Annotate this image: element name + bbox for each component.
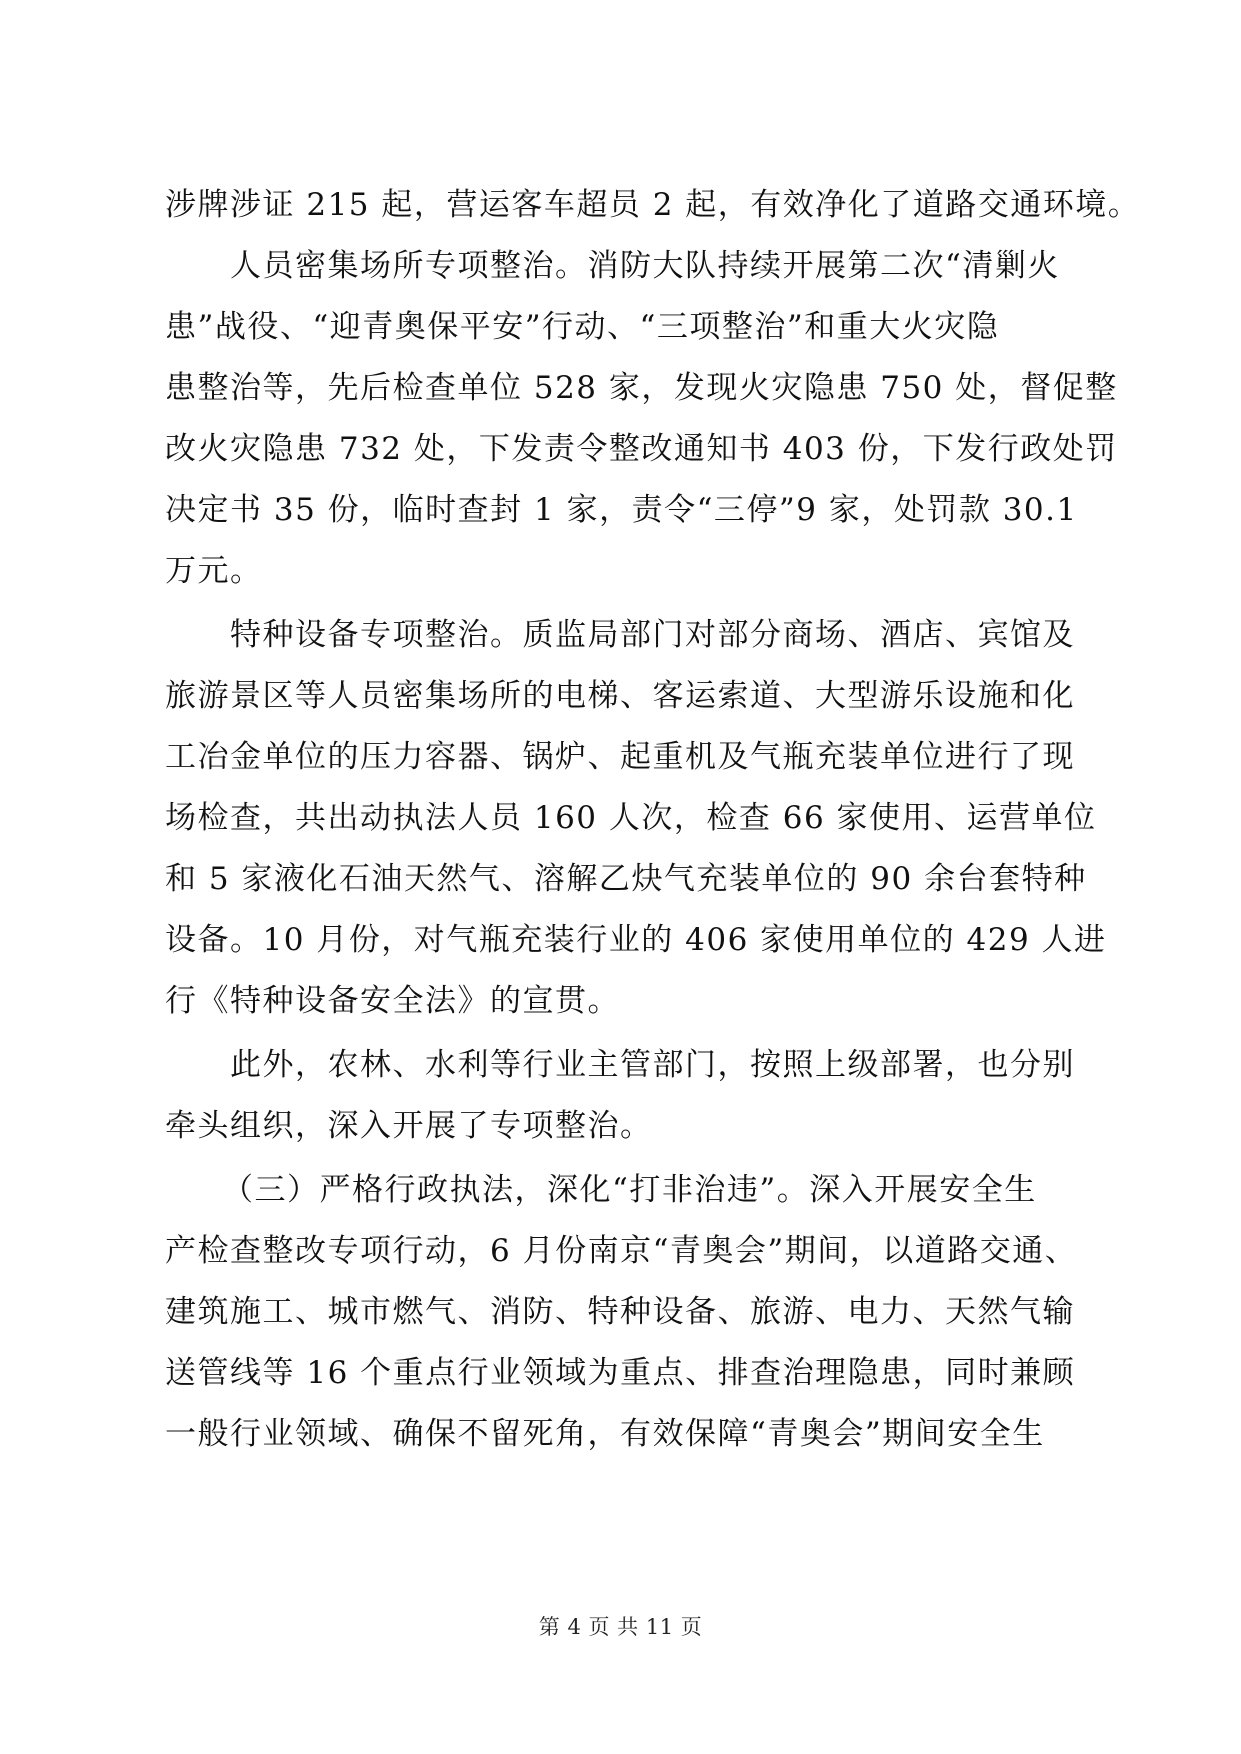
body-text-line: 牵头组织，深入开展了专项整治。 — [165, 1108, 653, 1144]
body-text-line: 此外，农林、水利等行业主管部门，按照上级部署，也分别 — [230, 1047, 1075, 1083]
body-text-line: 和 5 家液化石油天然气、溶解乙炔气充装单位的 90 余台套特种 — [165, 861, 1087, 897]
body-text-line: 设备。10 月份，对气瓶充装行业的 406 家使用单位的 429 人进 — [165, 922, 1107, 958]
body-text-line: 建筑施工、城市燃气、消防、特种设备、旅游、电力、天然气输 — [165, 1294, 1075, 1330]
body-text-line: 患”战役、“迎青奥保平安”行动、“三项整治”和重大火灾隐 — [165, 309, 1000, 345]
body-text-line: 决定书 35 份，临时查封 1 家，责令“三停”9 家，处罚款 30.1 — [165, 492, 1078, 528]
section-heading-line: （三）严格行政执法，深化“打非治违”。深入开展安全生 — [222, 1172, 1037, 1208]
body-text-line: 一般行业领域、确保不留死角，有效保障“青奥会”期间安全生 — [165, 1416, 1045, 1452]
body-text-line: 患整治等，先后检查单位 528 家，发现火灾隐患 750 处，督促整 — [165, 370, 1118, 406]
page-number-footer: 第 4 页 共 11 页 — [538, 1615, 703, 1639]
body-text-line: 万元。 — [165, 553, 263, 589]
body-text-line: 特种设备专项整治。质监局部门对部分商场、酒店、宾馆及 — [230, 617, 1075, 653]
body-text-line: 送管线等 16 个重点行业领域为重点、排查治理隐患，同时兼顾 — [165, 1355, 1076, 1391]
body-text-line: 改火灾隐患 732 处，下发责令整改通知书 403 份，下发行政处罚 — [165, 431, 1118, 467]
body-text-line: 产检查整改专项行动，6 月份南京“青奥会”期间，以道路交通、 — [165, 1233, 1078, 1269]
body-text-line: 涉牌涉证 215 起，营运客车超员 2 起，有效净化了道路交通环境。 — [165, 187, 1141, 223]
body-text-line: 人员密集场所专项整治。消防大队持续开展第二次“清剿火 — [230, 248, 1060, 284]
body-text-line: 行《特种设备安全法》的宣贯。 — [165, 983, 620, 1019]
body-text-line: 场检查，共出动执法人员 160 人次，检查 66 家使用、运营单位 — [165, 800, 1097, 836]
body-text-line: 工冶金单位的压力容器、锅炉、起重机及气瓶充装单位进行了现 — [165, 739, 1075, 775]
body-text-line: 旅游景区等人员密集场所的电梯、客运索道、大型游乐设施和化 — [165, 678, 1075, 714]
